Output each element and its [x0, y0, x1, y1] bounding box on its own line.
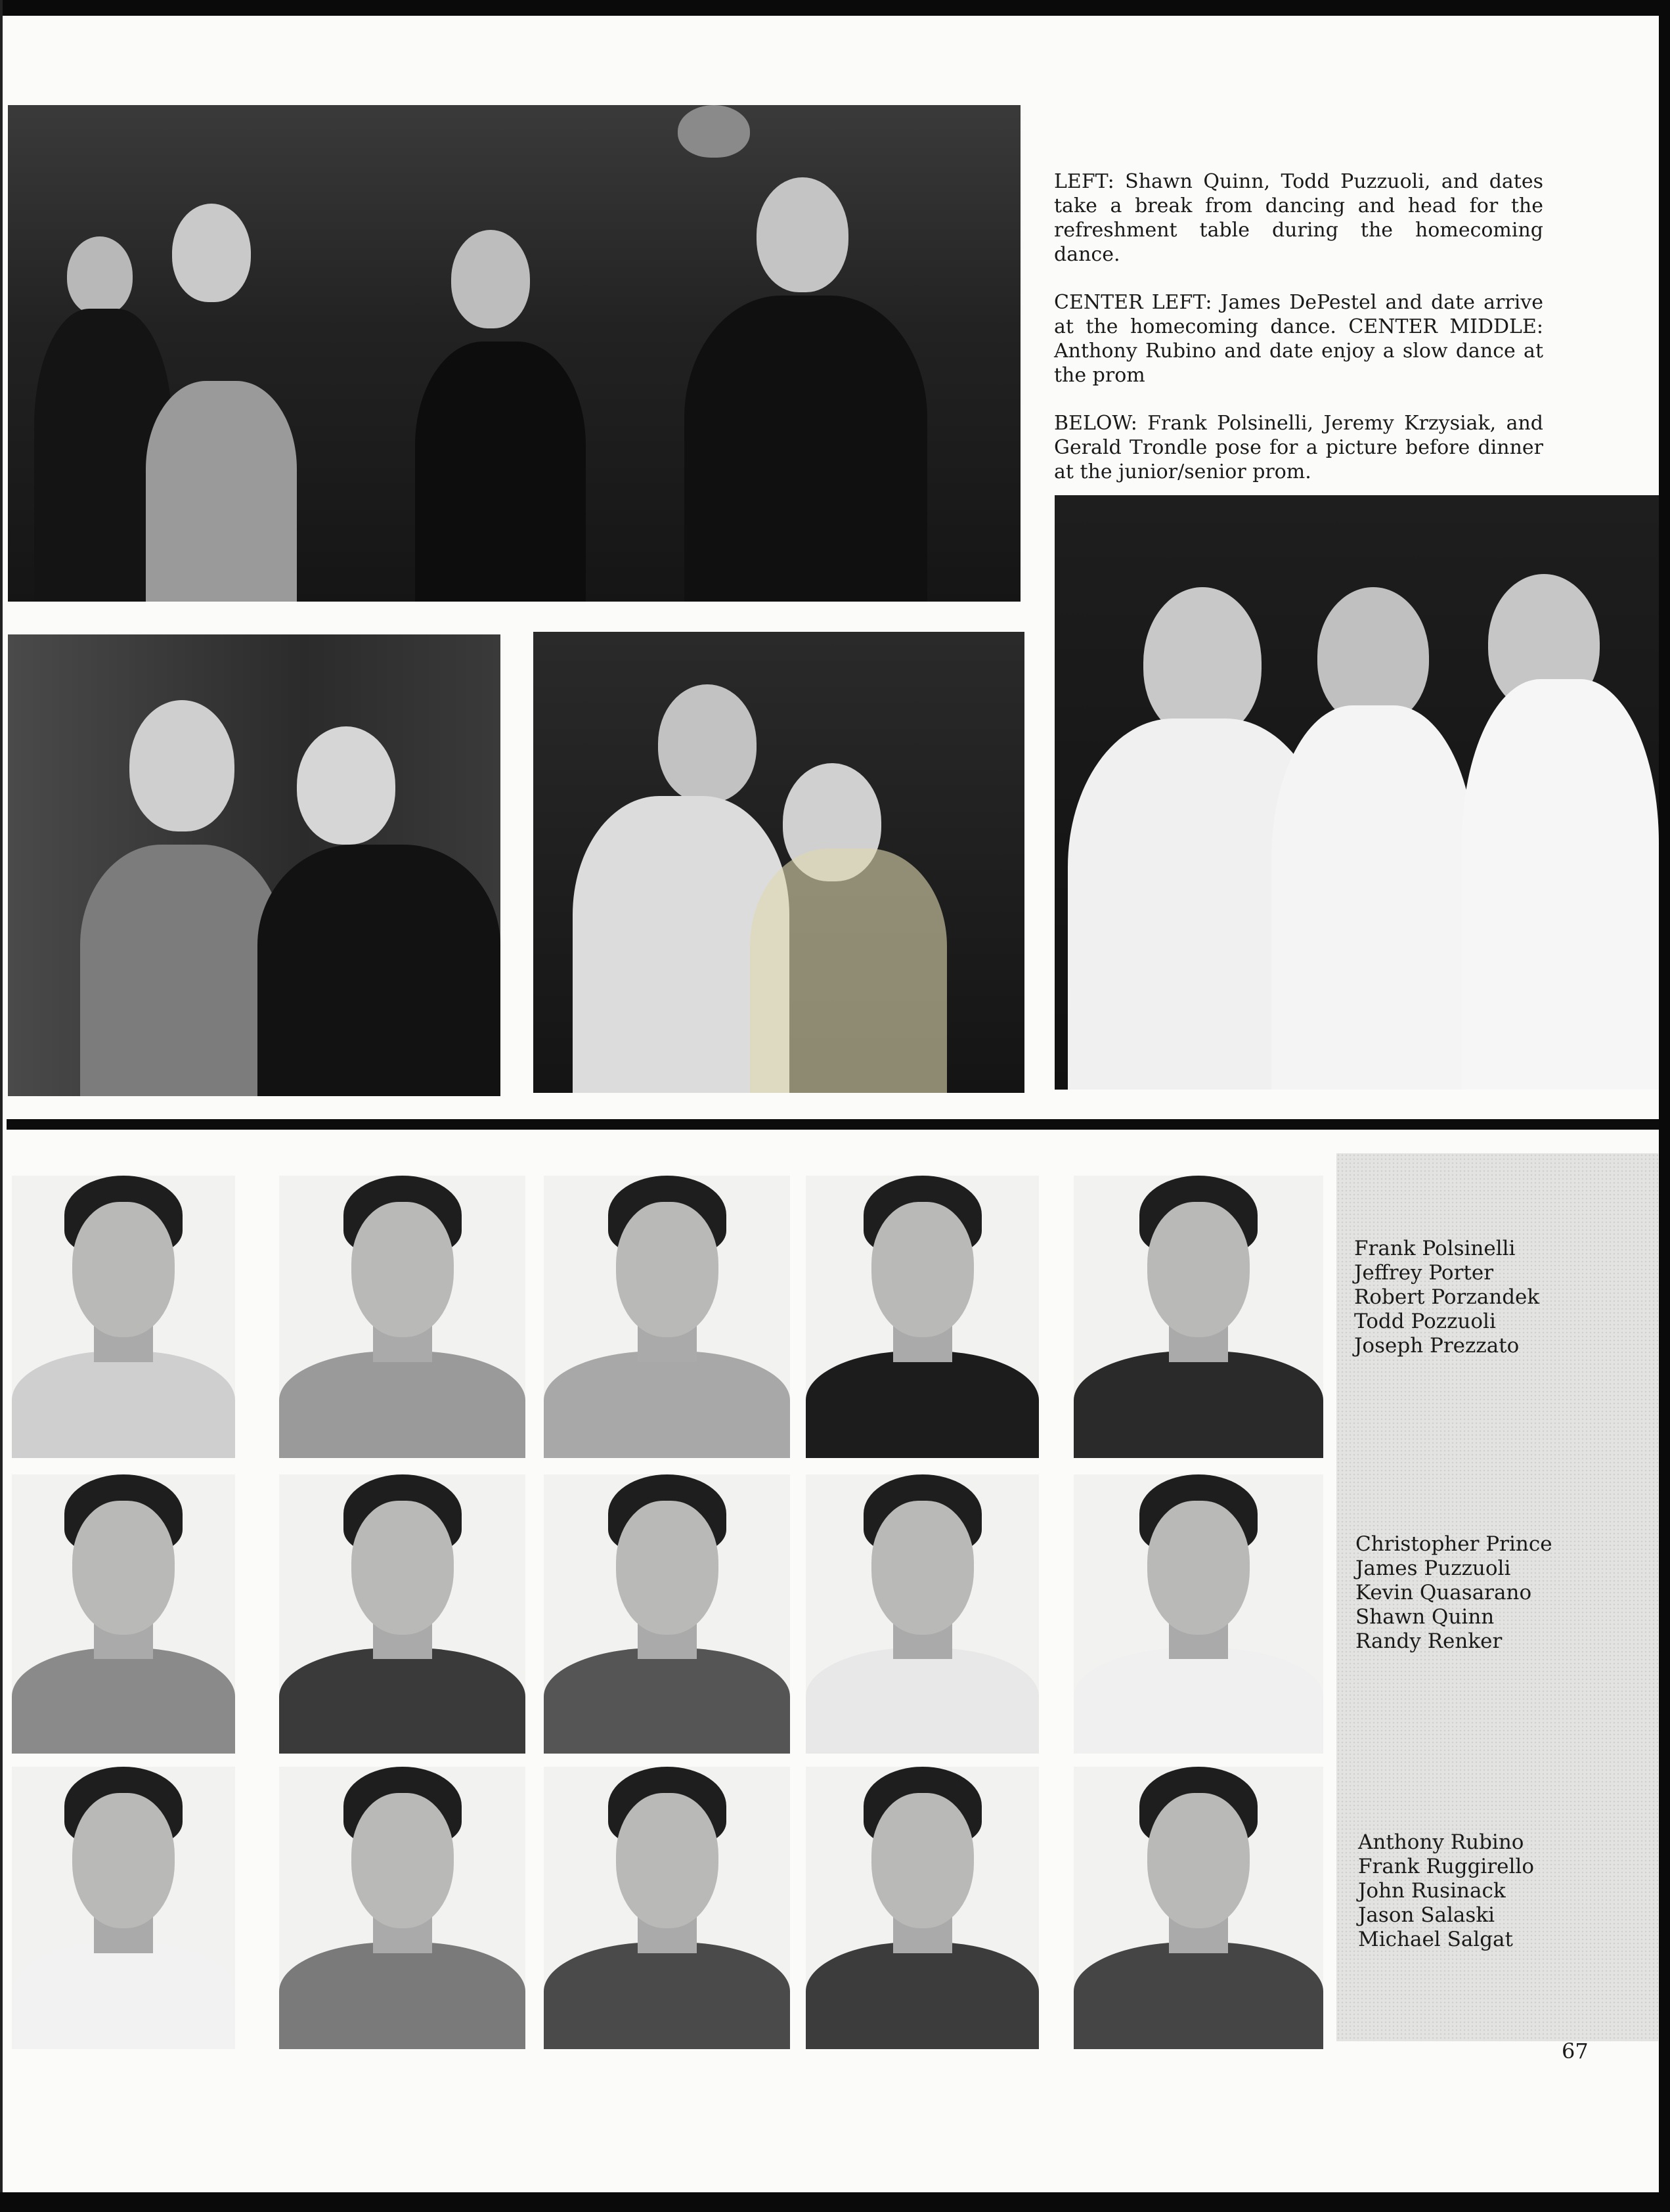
portrait-face: [871, 1793, 974, 1928]
portrait-face: [351, 1793, 454, 1928]
portrait-face: [871, 1501, 974, 1635]
student-portrait: [1074, 1767, 1323, 2049]
student-name: Shawn Quinn: [1355, 1605, 1495, 1629]
student-portrait: [12, 1474, 235, 1754]
names-row-3: [1358, 1830, 1534, 1952]
student-portrait: [544, 1767, 790, 2049]
student-name: Anthony Rubino: [1358, 1830, 1524, 1854]
student-portrait: [12, 1767, 235, 2049]
portrait-shirt: [1074, 1648, 1323, 1754]
student-portrait: [279, 1767, 525, 2049]
portrait-face: [1147, 1202, 1250, 1337]
portrait-shirt: [544, 1351, 790, 1458]
portrait-shirt: [279, 1942, 525, 2049]
portrait-shirt: [806, 1942, 1039, 2049]
portrait-shirt: [12, 1942, 235, 2049]
student-name: Michael Salgat: [1358, 1928, 1513, 1951]
student-portrait: [806, 1474, 1039, 1754]
scan-border-left: [0, 0, 3, 2212]
portrait-shirt: [806, 1351, 1039, 1458]
portrait-shirt: [12, 1648, 235, 1754]
portrait-face: [1147, 1501, 1250, 1635]
student-name: Todd Pozzuoli: [1354, 1310, 1496, 1333]
portrait-shirt: [806, 1648, 1039, 1754]
student-name: Frank Polsinelli: [1354, 1237, 1516, 1260]
student-portrait: [544, 1176, 790, 1458]
scan-border-top: [0, 0, 1670, 16]
student-name: Randy Renker: [1355, 1629, 1503, 1653]
student-portrait: [806, 1767, 1039, 2049]
portrait-shirt: [1074, 1942, 1323, 2049]
scan-border-bottom: [0, 2192, 1670, 2212]
names-row-2: [1355, 1532, 1552, 1654]
student-name: Joseph Prezzato: [1354, 1334, 1520, 1358]
portrait-face: [72, 1501, 175, 1635]
portrait-face: [616, 1202, 718, 1337]
student-name: Frank Ruggirello: [1358, 1855, 1534, 1878]
student-portrait: [279, 1474, 525, 1754]
caption-center: CENTER LEFT: James DePestel and date arrive at the homecoming dance. CENTER MIDDLE: Anthony Rubino and date enjoy a slow dance at the prom: [1054, 291, 1543, 387]
page-number: 67: [1562, 2039, 1589, 2064]
student-name: Jason Salaski: [1358, 1903, 1495, 1927]
student-name: John Rusinack: [1358, 1879, 1506, 1903]
caption-below: BELOW: Frank Polsinelli, Jeremy Krzysiak, and Gerald Trondle pose for a picture before dinner at the junior/senior prom.: [1054, 412, 1543, 483]
portrait-face: [351, 1202, 454, 1337]
portrait-face: [72, 1793, 175, 1928]
student-name: Robert Porzandek: [1354, 1285, 1540, 1309]
photo-prom-slow-dance: [533, 632, 1024, 1093]
scan-border-right: [1659, 0, 1670, 2212]
portrait-face: [616, 1501, 718, 1635]
portrait-face: [871, 1202, 974, 1337]
portrait-shirt: [279, 1648, 525, 1754]
portrait-face: [72, 1202, 175, 1337]
student-name: James Puzzuoli: [1355, 1557, 1511, 1580]
names-row-1: [1354, 1237, 1539, 1358]
student-portrait: [279, 1176, 525, 1458]
student-portrait: [1074, 1176, 1323, 1458]
portrait-face: [1147, 1793, 1250, 1928]
student-name: Christopher Prince: [1355, 1532, 1552, 1556]
portrait-shirt: [1074, 1351, 1323, 1458]
student-portrait: [544, 1474, 790, 1754]
portrait-face: [351, 1501, 454, 1635]
photo-captions: [1054, 169, 1543, 508]
student-portrait: [12, 1176, 235, 1458]
portrait-shirt: [12, 1351, 235, 1458]
section-divider: [7, 1119, 1659, 1130]
student-portrait: [806, 1176, 1039, 1458]
student-name: Kevin Quasarano: [1355, 1581, 1532, 1604]
portrait-face: [616, 1793, 718, 1928]
portrait-shirt: [544, 1648, 790, 1754]
portrait-shirt: [279, 1351, 525, 1458]
student-name: Jeffrey Porter: [1354, 1261, 1494, 1285]
photo-prom-trio: [1055, 495, 1659, 1090]
photo-homecoming-arrival: [8, 634, 500, 1096]
photo-homecoming-dance: [8, 105, 1021, 602]
caption-left: LEFT: Shawn Quinn, Todd Puzzuoli, and dates take a break from dancing and head for the refreshment table during the homecoming dance.: [1054, 170, 1543, 266]
portrait-shirt: [544, 1942, 790, 2049]
student-portrait: [1074, 1474, 1323, 1754]
